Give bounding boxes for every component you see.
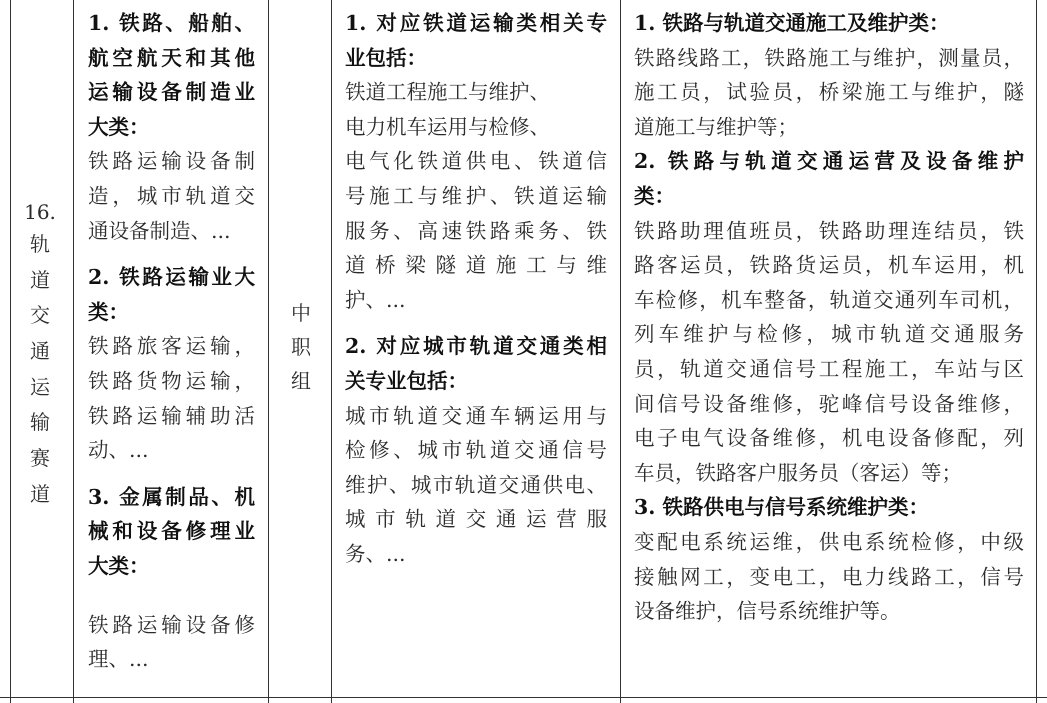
industry-body-line: 铁路货物运输， xyxy=(88,368,255,393)
majors-body-line: 城市轨道交通运营服 xyxy=(345,507,607,532)
jobs-body-line: 道施工与维护等； xyxy=(634,114,798,139)
industry-heading-line: 运输设备制造业 xyxy=(88,80,255,105)
category-number: 16. xyxy=(24,200,56,224)
category-char: 交 xyxy=(30,303,50,328)
jobs-heading-line: 1. 铁路与轨道交通施工及维护类： xyxy=(634,11,950,35)
group-char: 组 xyxy=(291,369,311,393)
industry-body-line: 铁路运输辅助活 xyxy=(88,403,255,428)
majors-heading-line: 关专业包括： xyxy=(345,368,468,393)
jobs-body-line: 列车维护与检修，城市轨道交通服务 xyxy=(634,322,1024,347)
jobs-body-line: 电子电气设备维修，机电设备修配，列 xyxy=(634,426,1024,451)
industry-body-line: 铁路运输设备修 xyxy=(88,612,255,637)
group-char: 职 xyxy=(291,335,311,359)
majors-body-line: 号施工与维护、铁道运输 xyxy=(345,183,607,208)
industry-heading-line: 类： xyxy=(88,299,129,324)
majors-heading-line: 1. 对应铁道运输类相关专 xyxy=(345,11,607,35)
majors-heading-line: 业包括： xyxy=(345,45,427,70)
category-char: 赛 xyxy=(30,446,50,471)
majors-body-line: 城市轨道交通车辆运用与 xyxy=(345,403,607,428)
jobs-body-line: 铁路助理值班员，铁路助理连结员，铁 xyxy=(634,218,1024,243)
industry-heading-line: 大类： xyxy=(88,114,150,139)
jobs-heading-line: 类： xyxy=(634,183,675,208)
majors-body-line: 服务、高速铁路乘务、铁 xyxy=(345,218,607,243)
industry-body-line: 铁路旅客运输， xyxy=(88,334,255,359)
industry-heading-line: 航空航天和其他 xyxy=(88,45,255,70)
jobs-body-line: 接触网工，变电工，电力线路工，信号 xyxy=(634,564,1024,589)
majors-cell xyxy=(345,6,607,572)
majors-body-line: 检修、城市轨道交通信号 xyxy=(345,438,607,463)
jobs-body-line: 铁路线路工，铁路施工与维护，测量员， xyxy=(634,45,1024,70)
jobs-body-line: 车检修，机车整备，轨道交通列车司机， xyxy=(634,287,1024,312)
industry-heading-line: 2. 铁路运输业大 xyxy=(88,265,255,290)
jobs-body-line: 设备维护，信号系统维护等。 xyxy=(634,599,901,624)
jobs-body-line: 路客运员，铁路货运员，机车运用，机 xyxy=(634,253,1024,278)
category-char: 运 xyxy=(30,374,50,399)
group-char: 中 xyxy=(291,301,311,325)
category-char: 输 xyxy=(30,410,50,435)
table-border-right xyxy=(1036,0,1037,703)
industry-cell xyxy=(88,6,255,677)
majors-body-line: 护、... xyxy=(345,287,406,312)
table-border-left xyxy=(10,0,11,703)
column-divider xyxy=(73,0,74,703)
category-char: 通 xyxy=(30,339,50,364)
majors-body-line: 电力机车运用与检修、 xyxy=(345,114,550,139)
category-char: 道 xyxy=(30,481,50,506)
jobs-body-line: 施工员，试验员，桥梁施工与维护，隧 xyxy=(634,80,1024,105)
majors-body-line: 维护、城市轨道交通供电、 xyxy=(345,472,607,497)
jobs-body-line: 车员，铁路客户服务员（客运）等； xyxy=(634,460,962,485)
majors-body-line: 电气化铁道供电、铁道信 xyxy=(345,149,607,174)
group-cell xyxy=(281,296,321,398)
industry-body-line: 造，城市轨道交 xyxy=(88,183,255,208)
majors-body-line: 铁道工程施工与维护、 xyxy=(345,80,550,105)
majors-heading-line: 2. 对应城市轨道交通类相 xyxy=(345,334,607,359)
industry-heading-line: 大类： xyxy=(88,553,150,578)
table-border-bottom xyxy=(0,697,1047,698)
jobs-heading-line: 2. 铁路与轨道交通运营及设备维护 xyxy=(634,149,1024,174)
jobs-heading-line: 3. 铁路供电与信号系统维护类： xyxy=(634,495,930,520)
column-divider xyxy=(331,0,332,703)
category-cell xyxy=(22,197,58,513)
category-char: 轨 xyxy=(30,232,50,256)
industry-heading-line: 械和设备修理业 xyxy=(88,519,255,544)
jobs-cell xyxy=(634,6,1024,629)
industry-body-line: 通设备制造、... xyxy=(88,218,231,243)
column-divider xyxy=(620,0,621,703)
jobs-body-line: 间信号设备维修，驼峰信号设备维修， xyxy=(634,391,1024,416)
majors-body-line: 道桥梁隧道施工与维 xyxy=(345,253,607,278)
category-char: 道 xyxy=(30,267,50,292)
industry-body-line: 铁路运输设备制 xyxy=(88,149,255,174)
industry-body-line: 动、... xyxy=(88,438,149,463)
industry-body-line: 理、... xyxy=(88,647,149,672)
column-divider xyxy=(268,0,269,703)
industry-heading-line: 3. 金属制品、机 xyxy=(88,484,255,509)
industry-heading-line: 1. 铁路、船舶、 xyxy=(88,11,255,35)
jobs-body-line: 变配电系统运维，供电系统检修，中级 xyxy=(634,529,1024,554)
jobs-body-line: 员，轨道交通信号工程施工，车站与区 xyxy=(634,356,1024,381)
majors-body-line: 务、... xyxy=(345,541,406,566)
